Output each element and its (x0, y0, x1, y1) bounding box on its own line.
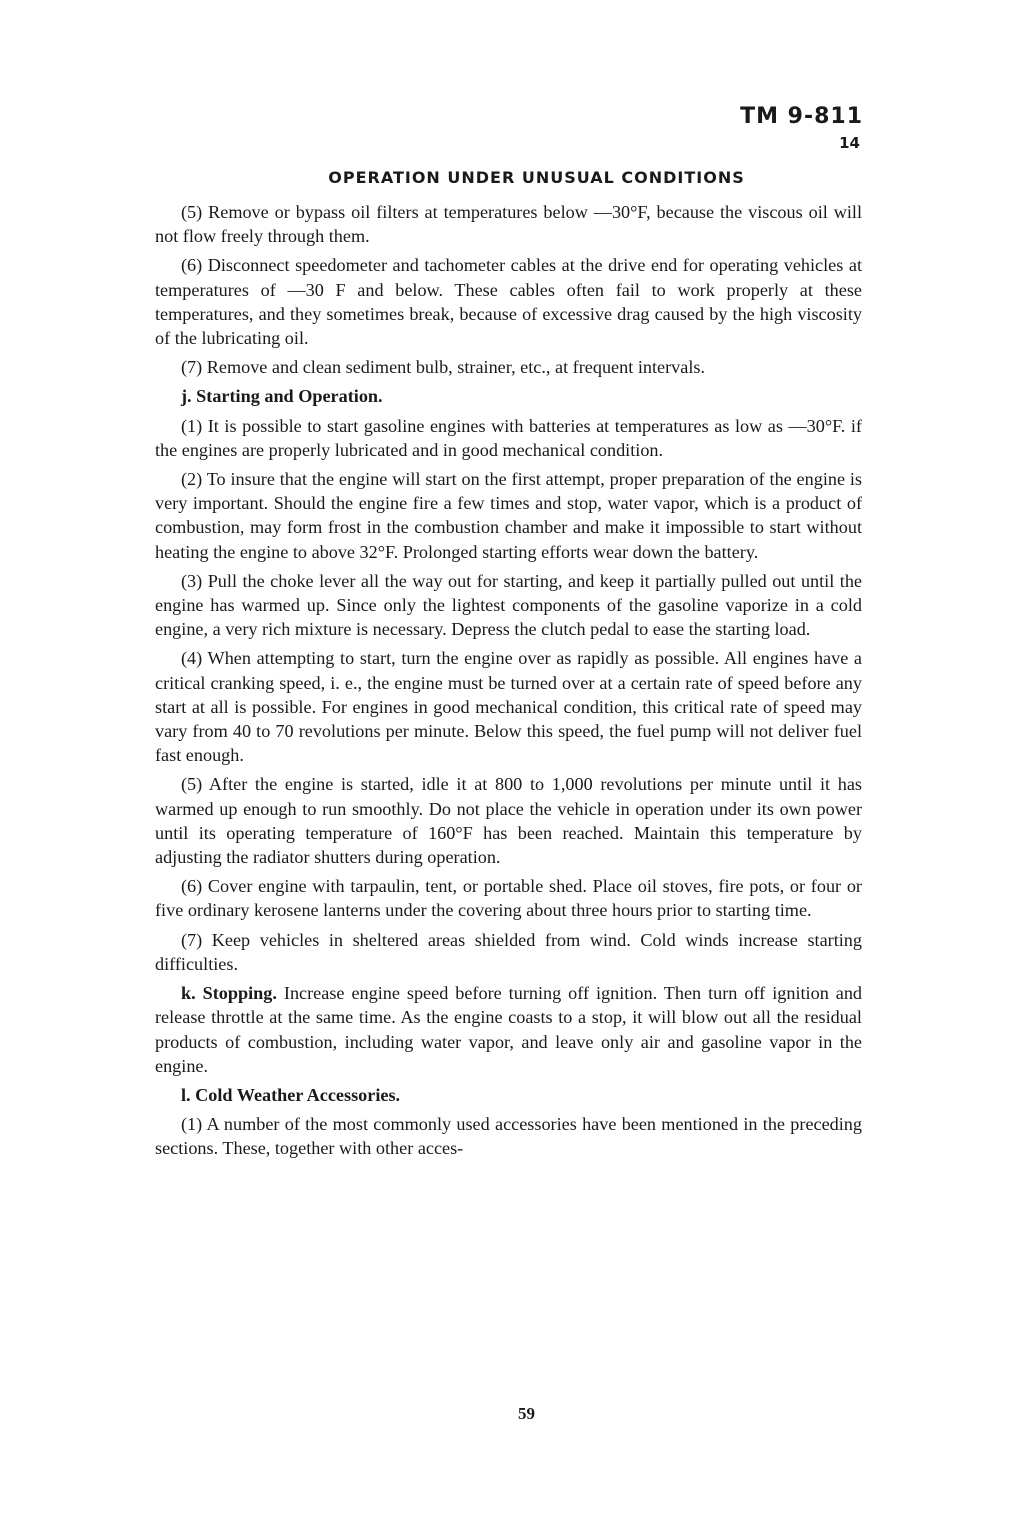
manual-code: TM 9-811 (740, 104, 863, 129)
paragraph: (1) A number of the most commonly used accessories have been mentioned in the preceding sections. These, together with other acces- (155, 1114, 862, 1159)
paragraph: (5) Remove or bypass oil filters at temperatures below —30°F, because the viscous oil will not flow freely through them. (155, 202, 862, 247)
paragraph: (6) Cover engine with tarpaulin, tent, or portable shed. Place oil stoves, fire pots, or four or five ordinary kerosene lanterns under the covering about three hours prior to starting time. (155, 876, 862, 921)
paragraph: (6) Disconnect speedometer and tachometer cables at the drive end for operating vehicles at temperatures of —30 F and below. These cables often fail to work properly at these temperatures, and they sometimes break, because of excessive drag caused by the high viscosity of the lubricating oil. (155, 255, 862, 349)
subsection-heading-j: j. Starting and Operation. (181, 386, 383, 407)
page-title: OPERATION UNDER UNUSUAL CONDITIONS (328, 168, 745, 187)
page-number: 59 (518, 1404, 535, 1423)
paragraph-stopping (155, 981, 862, 1078)
paragraph: (7) Keep vehicles in sheltered areas shielded from wind. Cold winds increase starting difficulties. (155, 929, 862, 974)
paragraph: (1) It is possible to start gasoline engines with batteries at temperatures as low as —30°F. if the engines are properly lubricated and in good mechanical condition. (155, 415, 862, 460)
subsection-heading-l: l. Cold Weather Accessories. (181, 1084, 401, 1105)
subsection-heading-k: k. Stopping. (181, 983, 277, 1004)
paragraph: (3) Pull the choke lever all the way out for starting, and keep it partially pulled out until the engine has warmed up. Since only the lightest components of the gasoline vaporize in a cold engine, a very rich mixture is necessary. Depress the clutch pedal to ease the starting load. (155, 570, 862, 640)
paragraph: (7) Remove and clean sediment bulb, strainer, etc., at frequent intervals. (181, 357, 705, 378)
body-text (155, 200, 862, 1166)
paragraph: (2) To insure that the engine will start on the first attempt, proper preparation of the engine is very important. Should the engine fire a few times and stop, water vapor, which is a product of combustion, may form frost in the combustion chamber and make it impossible to start without heating the engine to above 32°F. Prolonged starting efforts wear down the battery. (155, 469, 862, 562)
paragraph-text: Increase engine speed before turning off ignition. Then turn off ignition and release throttle at the same time. As the engine coasts to a stop, it will blow out all the residual products of combustion, including water vapor, and leave only air and gasoline vapor in the engine. (155, 983, 863, 1076)
section-number: 14 (839, 134, 860, 152)
paragraph: (4) When attempting to start, turn the engine over as rapidly as possible. All engines have a critical cranking speed, i. e., the engine must be turned over at a certain rate of speed before any start at all is possible. For engines in good mechanical condition, this critical rate of speed may vary from 40 to 70 revolutions per minute. Below this speed, the fuel pump will not deliver fuel fast enough. (155, 648, 862, 766)
paragraph: (5) After the engine is started, idle it at 800 to 1,000 revolutions per minute until it has warmed up enough to run smoothly. Do not place the vehicle in operation under its own power until its operating temperature of 160°F has been reached. Maintain this temperature by adjusting the radiator shutters during operation. (155, 774, 862, 868)
